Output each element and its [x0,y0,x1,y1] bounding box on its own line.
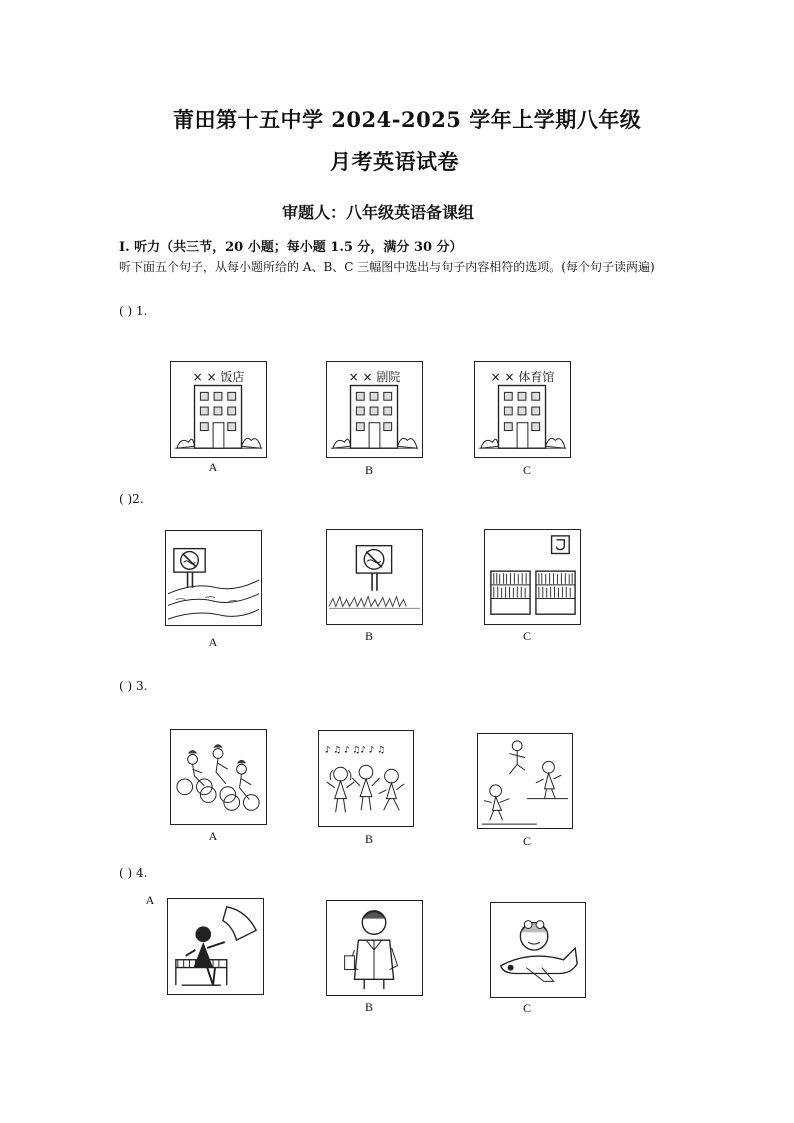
q1-option-b-picture [326,361,423,458]
q3-option-c-picture [477,733,573,829]
section-heading: I. 听力（共三节，20 小题；每小题 1.5 分，满分 30 分） [119,240,463,255]
question-2-number: ( )2. [119,492,144,506]
q2-option-b-label: B [364,629,373,643]
reviewer-line: 审题人：八年级英语备课组 [282,203,475,222]
q3-option-b-label: B [364,832,373,846]
q1-a-sign-text: × × 饭店 [192,370,245,384]
q3-option-b-picture [318,730,414,827]
kids-cycling-icon [171,730,266,824]
q1-option-c-picture [474,361,571,458]
library-bookshelves-icon [485,530,580,624]
q4-option-b-label: B [364,1000,373,1014]
section-instruction: 听下面五个句子，从每小题所给的 A、B、C 三幅图中选出与句子内容相符的选项。(每个句子读两遍) [119,260,655,274]
q1-c-sign-text: × × 体育馆 [490,370,555,384]
q3-option-a-picture [170,729,267,825]
doctor-icon [327,901,422,995]
q4-option-b-picture [326,900,423,996]
q3-option-a-label: A [208,829,218,843]
q1-option-a-label: A [208,460,218,474]
question-4-number: ( ) 4. [119,866,148,880]
svg-text:♪ ♫ ♪ ♫♪ ♪ ♫: ♪ ♫ ♪ ♫♪ ♪ ♫ [324,745,385,756]
pianist-icon [168,899,263,994]
q2-option-a-picture [165,530,262,626]
q1-b-sign-text: × × 剧院 [348,370,401,384]
q2-option-a-label: A [208,635,218,649]
kids-dancing-music-icon [319,731,413,826]
q2-option-c-picture [484,529,581,625]
q1-option-b-label: B [364,463,373,477]
kids-skating-icon [478,734,572,828]
q3-option-c-label: C [522,834,531,848]
q4-option-c-picture [490,902,586,998]
q1-option-c-label: C [522,463,531,477]
exam-title-line2: 月考英语试卷 [330,149,459,174]
q4-option-c-label: C [522,1001,531,1015]
no-swimming-grass-icon [327,530,422,624]
q4-option-a-label: A [145,893,155,907]
question-3-number: ( ) 3. [119,679,148,693]
pilot-plane-icon [491,903,585,997]
q4-option-a-picture [167,898,264,995]
q2-option-b-picture [326,529,423,625]
question-1-number: ( ) 1. [119,304,148,318]
exam-title-line1: 莆田第十五中学 2024-2025 学年上学期八年级 [173,107,642,132]
q1-option-a-picture [170,361,267,458]
no-swimming-river-icon [166,531,261,625]
q2-option-c-label: C [522,629,531,643]
